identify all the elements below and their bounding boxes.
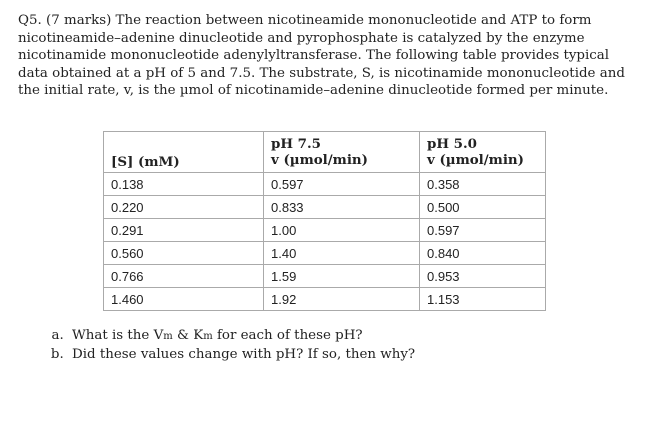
question-text	[18, 12, 658, 100]
part-b-text: Did these values change with pH? If so, then why?	[72, 347, 416, 362]
ph50-header-unit: v (µmol/min)	[427, 152, 524, 168]
question-line: the initial rate, v, is the µmol of nicotinamide–adenine dinucleotide formed per minute.	[18, 83, 609, 98]
table-row	[104, 288, 546, 311]
table-header-row	[104, 132, 546, 173]
part-a-pre: What is the V	[72, 328, 164, 343]
question-line: nicotinamide mononucleotide adenylyltransferase. The following table provides typical	[18, 48, 610, 63]
table-row	[104, 173, 546, 196]
substrate-header: [S] (mM)	[104, 132, 264, 173]
question-parts	[40, 327, 415, 364]
rate-ph50-cell: 0.953	[420, 265, 546, 288]
substrate-cell: 0.220	[104, 196, 264, 219]
rate-ph50-cell: 0.840	[420, 242, 546, 265]
rate-ph50-cell: 0.500	[420, 196, 546, 219]
rate-ph75-cell: 1.92	[264, 288, 420, 311]
part-a-sub-m2: m	[203, 331, 213, 342]
rate-ph50-cell: 1.153	[420, 288, 546, 311]
table-row	[104, 265, 546, 288]
rate-ph75-cell: 0.833	[264, 196, 420, 219]
part-a	[68, 327, 415, 346]
part-b	[68, 346, 415, 364]
ph75-header	[264, 132, 420, 173]
ph50-header	[420, 132, 546, 173]
ph75-header-unit: v (µmol/min)	[271, 152, 368, 168]
substrate-cell: 0.138	[104, 173, 264, 196]
table-row	[104, 219, 546, 242]
rate-ph75-cell: 1.40	[264, 242, 420, 265]
substrate-cell: 1.460	[104, 288, 264, 311]
rate-ph50-cell: 0.597	[420, 219, 546, 242]
question-line: Q5. (7 marks) The reaction between nicotineamide mononucleotide and ATP to form	[18, 13, 592, 28]
substrate-cell: 0.291	[104, 219, 264, 242]
substrate-cell: 0.560	[104, 242, 264, 265]
part-a-mid: & K	[172, 328, 204, 343]
rate-data-table	[103, 131, 546, 311]
ph50-header-title: pH 5.0	[427, 136, 477, 152]
rate-ph75-cell: 1.00	[264, 219, 420, 242]
table-row	[104, 242, 546, 265]
ph75-header-title: pH 7.5	[271, 136, 321, 152]
part-a-sub-m: m	[163, 331, 173, 342]
rate-ph50-cell: 0.358	[420, 173, 546, 196]
question-line: data obtained at a pH of 5 and 7.5. The substrate, S, is nicotinamide mononucleotide and	[18, 65, 625, 81]
table-row	[104, 196, 546, 219]
rate-ph75-cell: 0.597	[264, 173, 420, 196]
substrate-cell: 0.766	[104, 265, 264, 288]
part-a-post: for each of these pH?	[212, 328, 363, 343]
rate-ph75-cell: 1.59	[264, 265, 420, 288]
question-line: nicotineamide–adenine dinucleotide and pyrophosphate is catalyzed by the enzyme	[18, 30, 585, 46]
